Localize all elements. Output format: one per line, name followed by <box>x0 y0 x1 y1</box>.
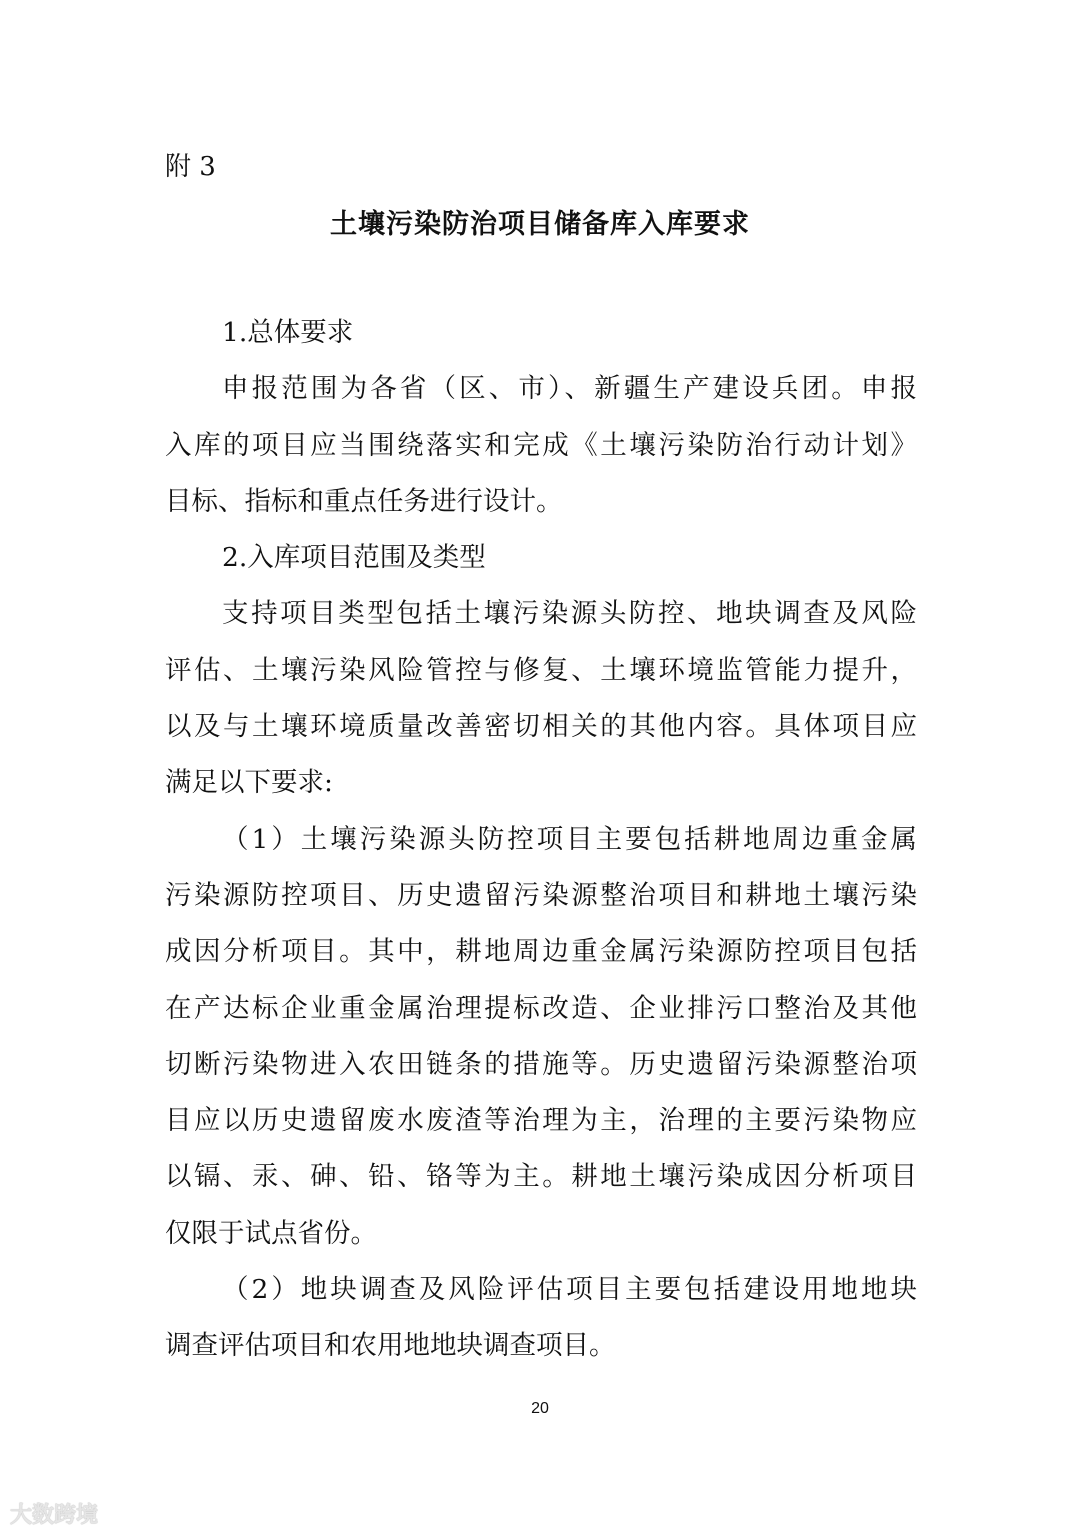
text-line: 调查评估项目和农用地地块调查项目。 <box>165 1330 616 1362</box>
text-line: 入库的项目应当围绕落实和完成《土壤污染防治行动计划》 <box>165 429 917 461</box>
text-line: 目标、指标和重点任务进行设计。 <box>165 485 563 517</box>
text-line: 仅限于试点省份。 <box>165 1217 377 1249</box>
text-line: （2）地块调查及风险评估项目主要包括建设用地地块 <box>222 1274 917 1306</box>
text-line: 以及与土壤环境质量改善密切相关的其他内容。具体项目应 <box>165 711 917 743</box>
text-line: 支持项目类型包括土壤污染源头防控、地块调查及风险 <box>222 598 917 630</box>
text-line: 满足以下要求: <box>165 767 333 799</box>
text-line: 目应以历史遗留废水废渣等治理为主，治理的主要污染物应 <box>165 1105 917 1137</box>
text-line: 在产达标企业重金属治理提标改造、企业排污口整治及其他 <box>165 992 917 1024</box>
page-number: 20 <box>531 1400 549 1417</box>
text-line: 污染源防控项目、历史遗留污染源整治项目和耕地土壤污染 <box>165 879 917 911</box>
section-heading: 1.总体要求 <box>222 317 354 348</box>
text-line: 申报范围为各省（区、市）、新疆生产建设兵团。申报 <box>222 373 917 405</box>
text-line: 切断污染物进入农田链条的措施等。历史遗留污染源整治项 <box>165 1048 917 1080</box>
text-line: 成因分析项目。其中，耕地周边重金属污染源防控项目包括 <box>165 936 917 968</box>
document-title: 土壤污染防治项目储备库入库要求 <box>330 209 750 240</box>
attachment-label: 附 3 <box>165 152 216 182</box>
text-line: 评估、土壤污染风险管控与修复、土壤环境监管能力提升， <box>165 654 917 686</box>
section-heading: 2.入库项目范围及类型 <box>222 542 486 574</box>
text-line: （1）土壤污染源头防控项目主要包括耕地周边重金属 <box>222 823 917 855</box>
document-body <box>165 305 917 1375</box>
watermark-logo: 大数跨境 <box>10 1503 99 1528</box>
text-line: 以镉、汞、砷、铅、铬等为主。耕地土壤污染成因分析项目 <box>165 1161 917 1193</box>
